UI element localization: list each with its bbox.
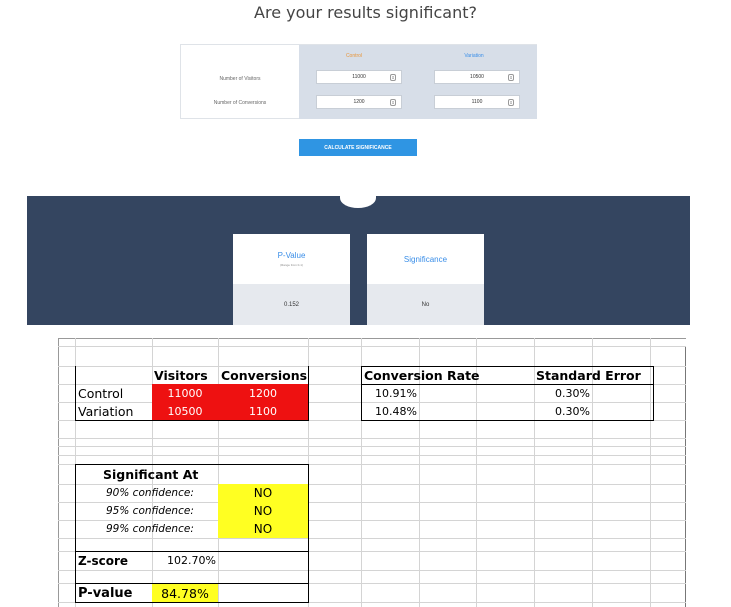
variation-conversions-cell[interactable]: 1100 bbox=[218, 402, 308, 420]
variation-column-header: Variation bbox=[464, 53, 484, 59]
significance-title: Significance bbox=[403, 254, 448, 264]
row-variation-label: Variation bbox=[78, 403, 134, 419]
control-visitors-cell[interactable]: 11000 bbox=[152, 384, 218, 402]
col-visitors-header: Visitors bbox=[154, 367, 208, 383]
row-control-label: Control bbox=[78, 385, 124, 401]
col-error-header: Standard Error bbox=[536, 367, 641, 383]
control-conversions-value: 1200 bbox=[353, 99, 365, 105]
conf95-label: 95% confidence: bbox=[106, 505, 194, 517]
calculator-form bbox=[180, 44, 537, 119]
sig95-cell[interactable]: NO bbox=[218, 502, 308, 520]
control-error-cell[interactable]: 0.30% bbox=[555, 386, 590, 400]
significance-result: No bbox=[367, 284, 484, 325]
calculate-significance-button[interactable]: CALCULATE SIGNIFICANCE bbox=[299, 139, 417, 156]
control-conversions-cell[interactable]: 1200 bbox=[218, 384, 308, 402]
col-rate-header: Conversion Rate bbox=[364, 367, 480, 383]
sig90-cell[interactable]: NO bbox=[218, 484, 308, 502]
variation-conversions-input[interactable] bbox=[434, 95, 520, 109]
control-visitors-input[interactable] bbox=[316, 70, 402, 84]
zscore-cell[interactable]: 102.70% bbox=[167, 554, 216, 567]
pvalue-cell[interactable]: 84.78% bbox=[152, 584, 218, 602]
spreadsheet bbox=[58, 338, 686, 607]
variation-visitors-value: 10500 bbox=[470, 74, 484, 80]
col-conversions-header: Conversions bbox=[221, 367, 308, 383]
control-column-header: Control bbox=[345, 53, 363, 59]
control-visitors-value: 11000 bbox=[352, 74, 366, 80]
variation-conversions-value: 1100 bbox=[471, 99, 483, 105]
pvalue-card bbox=[233, 234, 350, 325]
pvalue-title: P-Value bbox=[277, 251, 306, 260]
variation-rate-cell[interactable]: 10.48% bbox=[375, 404, 417, 418]
stepper-icon[interactable]: ⇕ bbox=[509, 100, 513, 105]
pvalue-result: 0.152 bbox=[233, 284, 350, 325]
stepper-icon[interactable]: ⇕ bbox=[509, 75, 513, 80]
visitors-label: Number of Visitors bbox=[219, 76, 261, 82]
significance-card bbox=[367, 234, 484, 325]
control-conversions-input[interactable] bbox=[316, 95, 402, 109]
results-band bbox=[27, 196, 690, 325]
significant-at-heading: Significant At bbox=[103, 466, 199, 482]
variation-error-cell[interactable]: 0.30% bbox=[555, 404, 590, 418]
page-title: Are your results significant? bbox=[254, 3, 477, 22]
variation-visitors-input[interactable] bbox=[434, 70, 520, 84]
conf99-label: 99% confidence: bbox=[106, 523, 194, 535]
variation-visitors-cell[interactable]: 10500 bbox=[152, 402, 218, 420]
pvalue-subtitle: (Range from 0-1) bbox=[280, 263, 303, 267]
zscore-label: Z-score bbox=[78, 553, 129, 568]
pvalue-label: P-value bbox=[78, 585, 133, 601]
band-notch bbox=[340, 188, 376, 208]
stepper-icon[interactable]: ⇕ bbox=[391, 100, 395, 105]
conversions-label: Number of Conversions bbox=[213, 100, 267, 106]
control-rate-cell[interactable]: 10.91% bbox=[375, 386, 417, 400]
stepper-icon[interactable]: ⇕ bbox=[391, 75, 395, 80]
conf90-label: 90% confidence: bbox=[106, 487, 194, 499]
sig99-cell[interactable]: NO bbox=[218, 520, 308, 538]
